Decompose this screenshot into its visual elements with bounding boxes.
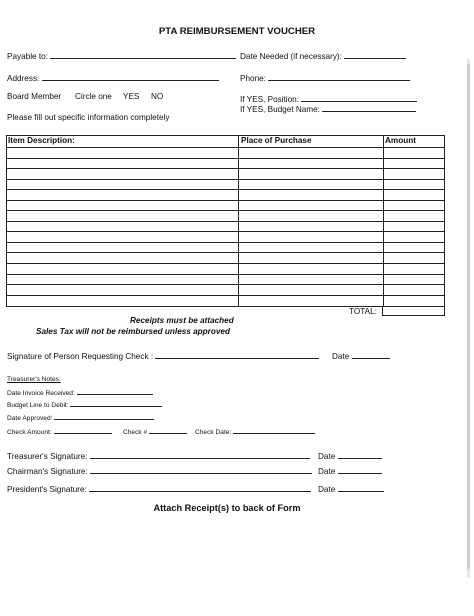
budget-line-label: Budget Line to Debit: [7,402,69,409]
president-signature-field[interactable] [89,482,311,492]
header-amount: Amount [385,136,416,145]
scrollbar-thumb[interactable] [467,64,470,569]
address-row [7,71,219,83]
check-amount-field[interactable] [54,426,112,434]
phone-field[interactable] [268,71,410,81]
attach-receipts-footer: Attach Receipt(s) to back of Form [153,503,301,513]
form-title: PTA REIMBURSEMENT VOUCHER [158,26,316,37]
budget-name-label: If YES, Budget Name: [240,105,320,114]
phone-label: Phone: [240,74,266,83]
position-label: If YES, Position: [240,95,300,104]
header-place-of-purchase: Place of Purchase [241,136,312,145]
receipts-note: Receipts must be attached [130,316,234,325]
table-row[interactable] [7,253,444,264]
total-amount-field[interactable] [382,306,445,316]
chairman-signature-label: Chairman's Signature: [7,467,88,476]
table-row[interactable] [7,190,444,201]
date-invoice-field[interactable] [77,387,153,395]
date-approved-field[interactable] [54,412,154,420]
requester-signature-label: Signature of Person Requesting Check : [7,352,154,361]
table-row[interactable] [7,148,444,159]
total-label: TOTAL: [349,307,377,316]
table-row[interactable] [7,264,444,275]
payable-to-field[interactable] [50,49,236,59]
table-row[interactable] [7,169,444,180]
chairman-signature-field[interactable] [90,464,312,474]
requester-signature-field[interactable] [155,349,319,359]
requester-signature-row [7,349,319,361]
requester-date-field[interactable] [352,349,390,359]
date-approved-row [7,412,154,422]
payable-to-label: Payable to: [7,52,48,61]
date-needed-label: Date Needed (if necessary): [240,52,342,61]
president-signature-label: President's Signature: [7,485,87,494]
president-date-label: Date [318,485,336,494]
position-field[interactable] [301,92,417,102]
treasurer-signature-field[interactable] [90,449,310,459]
phone-row [240,71,410,83]
date-invoice-row [7,387,153,397]
treasurer-date-field[interactable] [338,449,382,459]
date-approved-label: Date Approved: [7,415,53,422]
chairman-signature-row [7,464,312,476]
table-row[interactable] [7,285,444,296]
table-row[interactable] [7,222,444,233]
table-row[interactable] [7,211,444,222]
check-number-row [123,426,187,436]
requester-date-label: Date [332,352,350,361]
president-signature-row [7,482,311,494]
treasurer-signature-row [7,449,310,461]
chairman-date-label: Date [318,467,336,476]
treasurer-date-label: Date [318,452,336,461]
table-row[interactable] [7,232,444,243]
sales-tax-note: Sales Tax will not be reimbursed unless approved [36,327,230,336]
check-date-field[interactable] [233,426,315,434]
treasurer-notes-heading: Treasurer's Notes: [7,376,61,383]
treasurer-date-row [318,449,382,461]
check-amount-label: Check Amount: [7,429,52,436]
date-invoice-label: Date Invoice Received: [7,390,75,397]
president-date-field[interactable] [338,482,384,492]
budget-name-row [240,102,416,114]
treasurer-signature-label: Treasurer's Signature: [7,452,88,461]
budget-line-field[interactable] [70,399,162,407]
budget-line-row [7,399,162,409]
chairman-date-row [318,464,382,476]
fill-out-instruction: Please fill out specific information completely [7,113,170,122]
table-row[interactable] [7,296,444,307]
date-needed-field[interactable] [344,49,406,59]
check-number-field[interactable] [149,426,187,434]
header-item-description: Item Description: [8,136,75,145]
table-row[interactable] [7,180,444,191]
address-field[interactable] [42,71,219,81]
table-row[interactable] [7,275,444,286]
check-number-label: Check # [123,429,148,436]
items-table [6,135,445,307]
date-needed-row [240,49,406,61]
president-date-row [318,482,384,494]
check-date-row [195,426,315,436]
check-date-label: Check Date: [195,429,232,436]
payable-to-row [7,49,236,61]
budget-name-field[interactable] [322,102,416,112]
circle-one-label: Circle one [75,92,112,101]
board-member-label: Board Member [7,92,62,101]
table-row[interactable] [7,159,444,170]
yes-option[interactable]: YES [123,92,140,101]
chairman-date-field[interactable] [338,464,382,474]
table-header [7,136,444,148]
check-amount-row [7,426,112,436]
table-row[interactable] [7,243,444,254]
no-option[interactable]: NO [151,92,164,101]
requester-date-row [332,349,390,361]
table-row[interactable] [7,201,444,212]
address-label: Address: [7,74,40,83]
